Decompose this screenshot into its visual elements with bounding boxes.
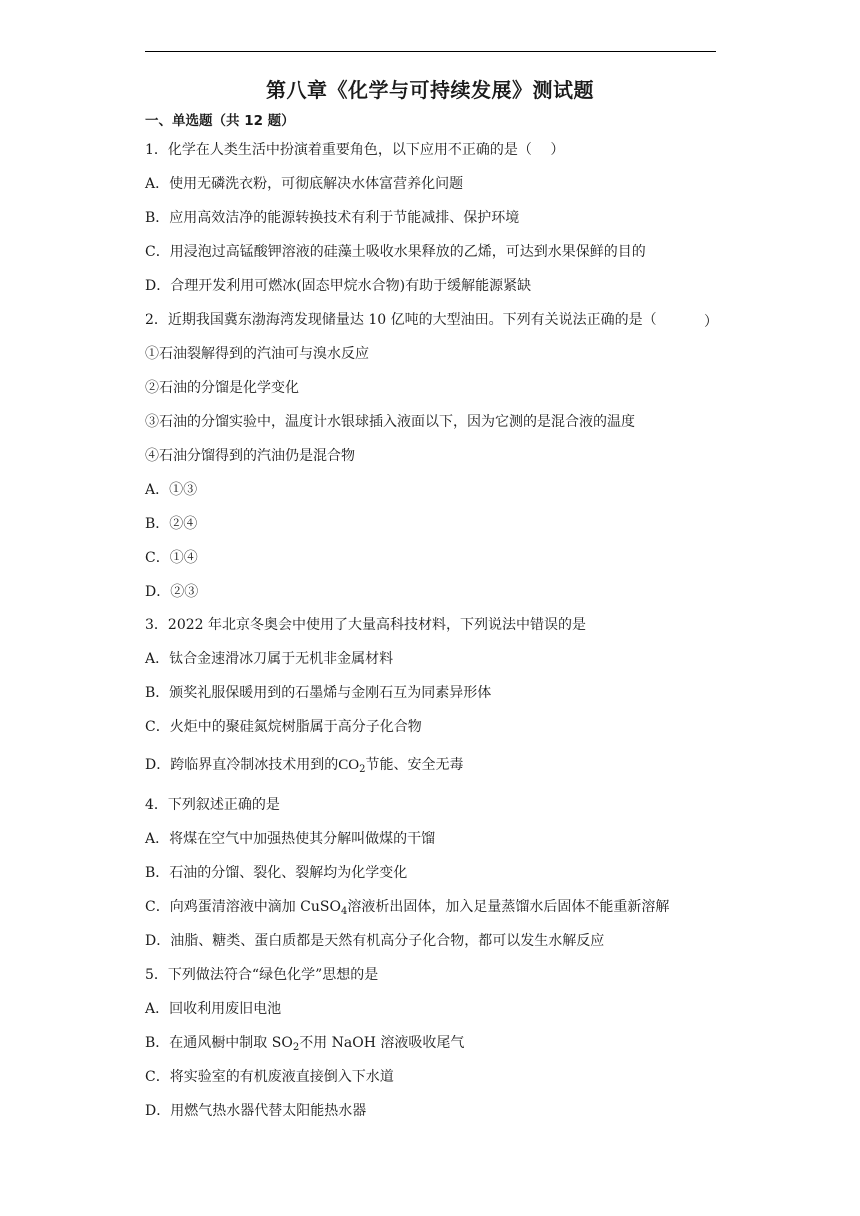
q5-option-b-suffix: 不用 NaOH 溶液吸收尾气: [299, 1035, 465, 1051]
q4-option-c-prefix: C．向鸡蛋清溶液中滴加 CuSO: [145, 899, 341, 915]
q4-option-b: B．石油的分馏、裂化、裂解均为化学变化: [145, 865, 408, 881]
co2-subscript: 2: [359, 764, 366, 775]
q2-statement-4: ④石油分馏得到的汽油仍是混合物: [145, 448, 355, 464]
q4-option-c-suffix: 溶液析出固体，加入足量蒸馏水后固体不能重新溶解: [347, 899, 670, 915]
header-rule: [145, 51, 716, 52]
q2-option-a: A．①③: [145, 482, 198, 498]
q4-option-c: [145, 898, 669, 916]
q2-option-d: D．②③: [145, 584, 199, 600]
q3-option-d-prefix: D．跨临界直冷制冰技术用到的: [145, 757, 339, 773]
q3-option-a: A．钛合金速滑冰刀属于无机非金属材料: [145, 651, 394, 667]
q3-option-b: B．颁奖礼服保暖用到的石墨烯与金刚石互为同素异形体: [145, 685, 492, 701]
q1-option-b: B．应用高效洁净的能源转换技术有利于节能减排、保护环境: [145, 210, 520, 226]
q5-option-b: [145, 1034, 464, 1052]
q1-option-a: A．使用无磷洗衣粉，可彻底解决水体富营养化问题: [145, 176, 464, 192]
cuso4-subscript: 4: [340, 906, 348, 917]
so2-subscript: 2: [292, 1042, 300, 1053]
q2-option-c: C．①④: [145, 550, 198, 566]
q2-option-b: B．②④: [145, 516, 198, 532]
q5-stem: 5．下列做法符合“绿色化学”思想的是: [145, 967, 379, 983]
q5-option-c: C．将实验室的有机废液直接倒入下水道: [145, 1069, 394, 1085]
q1-stem: 1．化学在人类生活中扮演着重要角色，以下应用不正确的是（ ）: [145, 142, 565, 158]
page-title: 第八章《化学与可持续发展》测试题: [266, 78, 594, 102]
q4-stem: 4．下列叙述正确的是: [145, 797, 280, 813]
co2-formula: CO: [338, 757, 360, 773]
q4-option-d: D．油脂、糖类、蛋白质都是天然有机高分子化合物，都可以发生水解反应: [145, 933, 605, 949]
q1-option-c: C．用浸泡过高锰酸钾溶液的硅藻土吸收水果释放的乙烯，可达到水果保鲜的目的: [145, 244, 646, 260]
q5-option-b-prefix: B．在通风橱中制取 SO: [145, 1035, 293, 1051]
q2-statement-3: ③石油的分馏实验中，温度计水银球插入液面以下，因为它测的是混合液的温度: [145, 414, 635, 430]
q3-stem: 3．2022 年北京冬奥会中使用了大量高科技材料，下列说法中错误的是: [145, 617, 586, 633]
q1-option-d: D．合理开发利用可燃冰(固态甲烷水合物)有助于缓解能源紧缺: [145, 278, 532, 294]
q5-option-a: A．回收利用废旧电池: [145, 1001, 282, 1017]
q2-statement-1: ①石油裂解得到的汽油可与溴水反应: [145, 346, 369, 362]
q2-statement-2: ②石油的分馏是化学变化: [145, 380, 299, 396]
q2-stem: 2．近期我国冀东渤海湾发现储量达 10 亿吨的大型油田。下列有关说法正确的是（: [145, 312, 657, 328]
q3-option-c: C．火炬中的聚硅氮烷树脂属于高分子化合物: [145, 719, 422, 735]
q5-option-d: D．用燃气热水器代替太阳能热水器: [145, 1103, 367, 1119]
q4-option-a: A．将煤在空气中加强热使其分解叫做煤的干馏: [145, 831, 436, 847]
q3-option-d-suffix: 节能、安全无毒: [365, 757, 464, 773]
section-heading: 一、单选题（共 12 题）: [145, 113, 295, 129]
q2-stem-close: ）: [704, 314, 718, 330]
q3-option-d: [145, 756, 463, 774]
